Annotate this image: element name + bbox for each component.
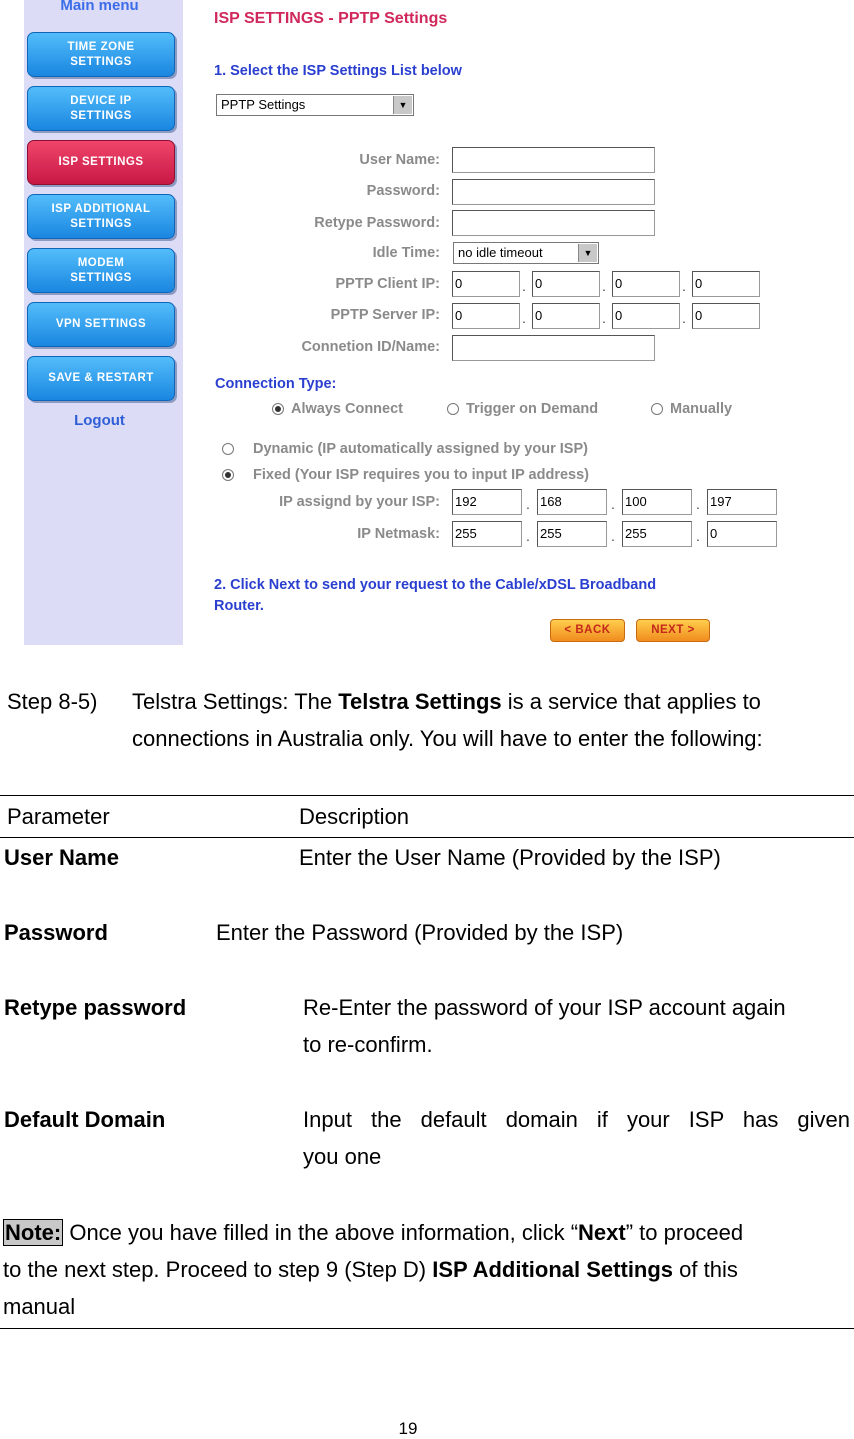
nav-time-zone-settings[interactable]: TIME ZONE SETTINGS [27,32,175,77]
pptp-server-ip-octet-1[interactable]: 0 [452,303,520,329]
user-name-label: User Name: [359,152,440,168]
main-menu-title: Main menu [60,0,139,14]
table-header-description: Description [299,804,410,829]
idle-time-select[interactable] [453,242,599,264]
table-bottom-rule [0,1328,854,1329]
step1-heading: 1. Select the ISP Settings List below [214,63,462,79]
nav-vpn-settings[interactable]: VPN SETTINGS [27,302,175,347]
radio-always-connect[interactable] [272,401,403,417]
ip-separator: . [602,278,606,294]
radio-selected-icon [222,469,234,481]
ip-netmask-octet-4[interactable]: 0 [707,521,777,547]
note-text-part: of this [673,1257,738,1282]
nav-isp-additional-settings[interactable]: ISP ADDITIONAL SETTINGS [27,194,175,239]
user-name-input[interactable] [452,147,655,173]
idle-time-label: Idle Time: [372,245,440,261]
back-button[interactable]: < BACK [550,619,625,642]
password-label: Password: [366,183,440,199]
radio-fixed-ip[interactable] [222,467,589,483]
retype-password-input[interactable] [452,210,655,236]
radio-unselected-icon [222,443,234,455]
ip-separator: . [526,528,530,544]
pptp-server-ip-octet-2[interactable]: 0 [532,303,600,329]
next-emphasis: Next [578,1220,626,1245]
isp-list-value: PPTP Settings [221,97,306,112]
ip-separator: . [611,528,615,544]
ip-netmask-label: IP Netmask: [357,526,440,542]
note-line3: manual [3,1294,76,1319]
row-password-desc: Enter the Password (Provided by the ISP) [216,920,624,945]
pptp-client-ip-octet-1[interactable]: 0 [452,271,520,297]
note-line2 [3,1258,738,1282]
ip-separator: . [696,496,700,512]
radio-manually[interactable] [651,401,732,417]
nav-device-ip-settings[interactable]: DEVICE IP SETTINGS [27,86,175,131]
trigger-on-demand-label: Trigger on Demand [466,401,599,417]
nav-save-restart[interactable]: SAVE & RESTART [27,356,175,401]
row-password-param: Password [4,920,108,945]
step2-heading-line2: Router. [214,598,264,614]
ip-separator: . [682,278,686,294]
isp-additional-settings-emphasis: ISP Additional Settings [432,1257,674,1282]
always-connect-label: Always Connect [291,401,403,417]
ip-assigned-octet-1[interactable]: 192 [452,489,522,515]
row-default-domain-desc-1: Input the default domain if your ISP has given [303,1107,850,1132]
ip-separator: . [526,496,530,512]
logout-link[interactable]: Logout [74,412,125,429]
chevron-down-icon: ▼ [393,96,412,114]
ip-separator: . [696,528,700,544]
pptp-client-ip-octet-4[interactable]: 0 [692,271,760,297]
note-text-part: Once you have filled in the above information, click “ [63,1220,579,1245]
retype-password-label: Retype Password: [314,215,440,231]
step2-heading-line1: 2. Click Next to send your request to the Cable/xDSL Broadband [214,577,657,593]
table-header-parameter: Parameter [7,804,110,829]
note-text-part: to the next step. Proceed to step 9 (Step D) [3,1257,433,1282]
ip-separator: . [682,310,686,326]
page-number: 19 [398,1419,418,1438]
radio-dynamic-ip[interactable] [222,441,588,457]
fixed-ip-label: Fixed (Your ISP requires you to input IP address) [253,467,589,483]
pptp-client-ip-octet-3[interactable]: 0 [612,271,680,297]
radio-trigger-on-demand[interactable] [447,401,598,417]
note-line1 [3,1221,851,1245]
note-text-part: ” to proceed [625,1220,744,1245]
ip-separator: . [611,496,615,512]
next-button[interactable]: NEXT > [636,619,710,642]
step-text-part: is a service that applies to [501,689,761,714]
ip-assigned-octet-2[interactable]: 168 [537,489,607,515]
step-text-line2: connections in Australia only. You will have to enter the following: [132,726,763,751]
row-user-name-desc: Enter the User Name (Provided by the ISP) [299,845,721,870]
connection-id-input[interactable] [452,335,655,361]
connection-type-heading: Connection Type: [215,376,337,392]
step-text-line1 [132,690,850,714]
ip-assigned-label: IP assignd by your ISP: [279,494,440,510]
chevron-down-icon: ▼ [578,244,597,262]
page-heading: ISP SETTINGS - PPTP Settings [214,10,448,27]
row-retype-password-param: Retype password [4,995,187,1020]
pptp-server-ip-label: PPTP Server IP: [330,307,440,323]
row-retype-password-desc-2: to re-confirm. [303,1032,433,1057]
connection-id-label: Connetion ID/Name: [301,339,440,355]
telstra-settings-emphasis: Telstra Settings [338,689,502,714]
pptp-server-ip-octet-4[interactable]: 0 [692,303,760,329]
router-screenshot [0,0,854,660]
ip-separator: . [522,310,526,326]
row-retype-password-desc-1: Re-Enter the password of your ISP account again [303,995,786,1020]
ip-assigned-octet-3[interactable]: 100 [622,489,692,515]
step-text-part: Telstra Settings: The [132,689,339,714]
nav-isp-settings[interactable]: ISP SETTINGS [27,140,175,185]
isp-list-select[interactable] [216,94,414,116]
nav-modem-settings[interactable]: MODEM SETTINGS [27,248,175,293]
row-default-domain-desc-2: you one [303,1144,382,1169]
note-label: Note: [5,1220,62,1245]
ip-separator: . [522,278,526,294]
manually-label: Manually [670,401,733,417]
dynamic-ip-label: Dynamic (IP automatically assigned by your ISP) [253,441,588,457]
radio-selected-icon [272,403,284,415]
ip-separator: . [602,310,606,326]
ip-assigned-octet-4[interactable]: 197 [707,489,777,515]
radio-unselected-icon [651,403,663,415]
table-header-rule [0,837,854,838]
radio-unselected-icon [447,403,459,415]
pptp-client-ip-label: PPTP Client IP: [335,276,440,292]
step-label: Step 8-5) [7,689,98,714]
row-default-domain-param: Default Domain [4,1107,166,1132]
table-top-rule [0,795,854,796]
password-input[interactable] [452,179,655,205]
ip-netmask-octet-2[interactable]: 255 [537,521,607,547]
ip-netmask-octet-3[interactable]: 255 [622,521,692,547]
idle-time-value: no idle timeout [458,245,543,260]
ip-netmask-octet-1[interactable]: 255 [452,521,522,547]
pptp-client-ip-octet-2[interactable]: 0 [532,271,600,297]
pptp-server-ip-octet-3[interactable]: 0 [612,303,680,329]
row-user-name-param: User Name [4,845,119,870]
